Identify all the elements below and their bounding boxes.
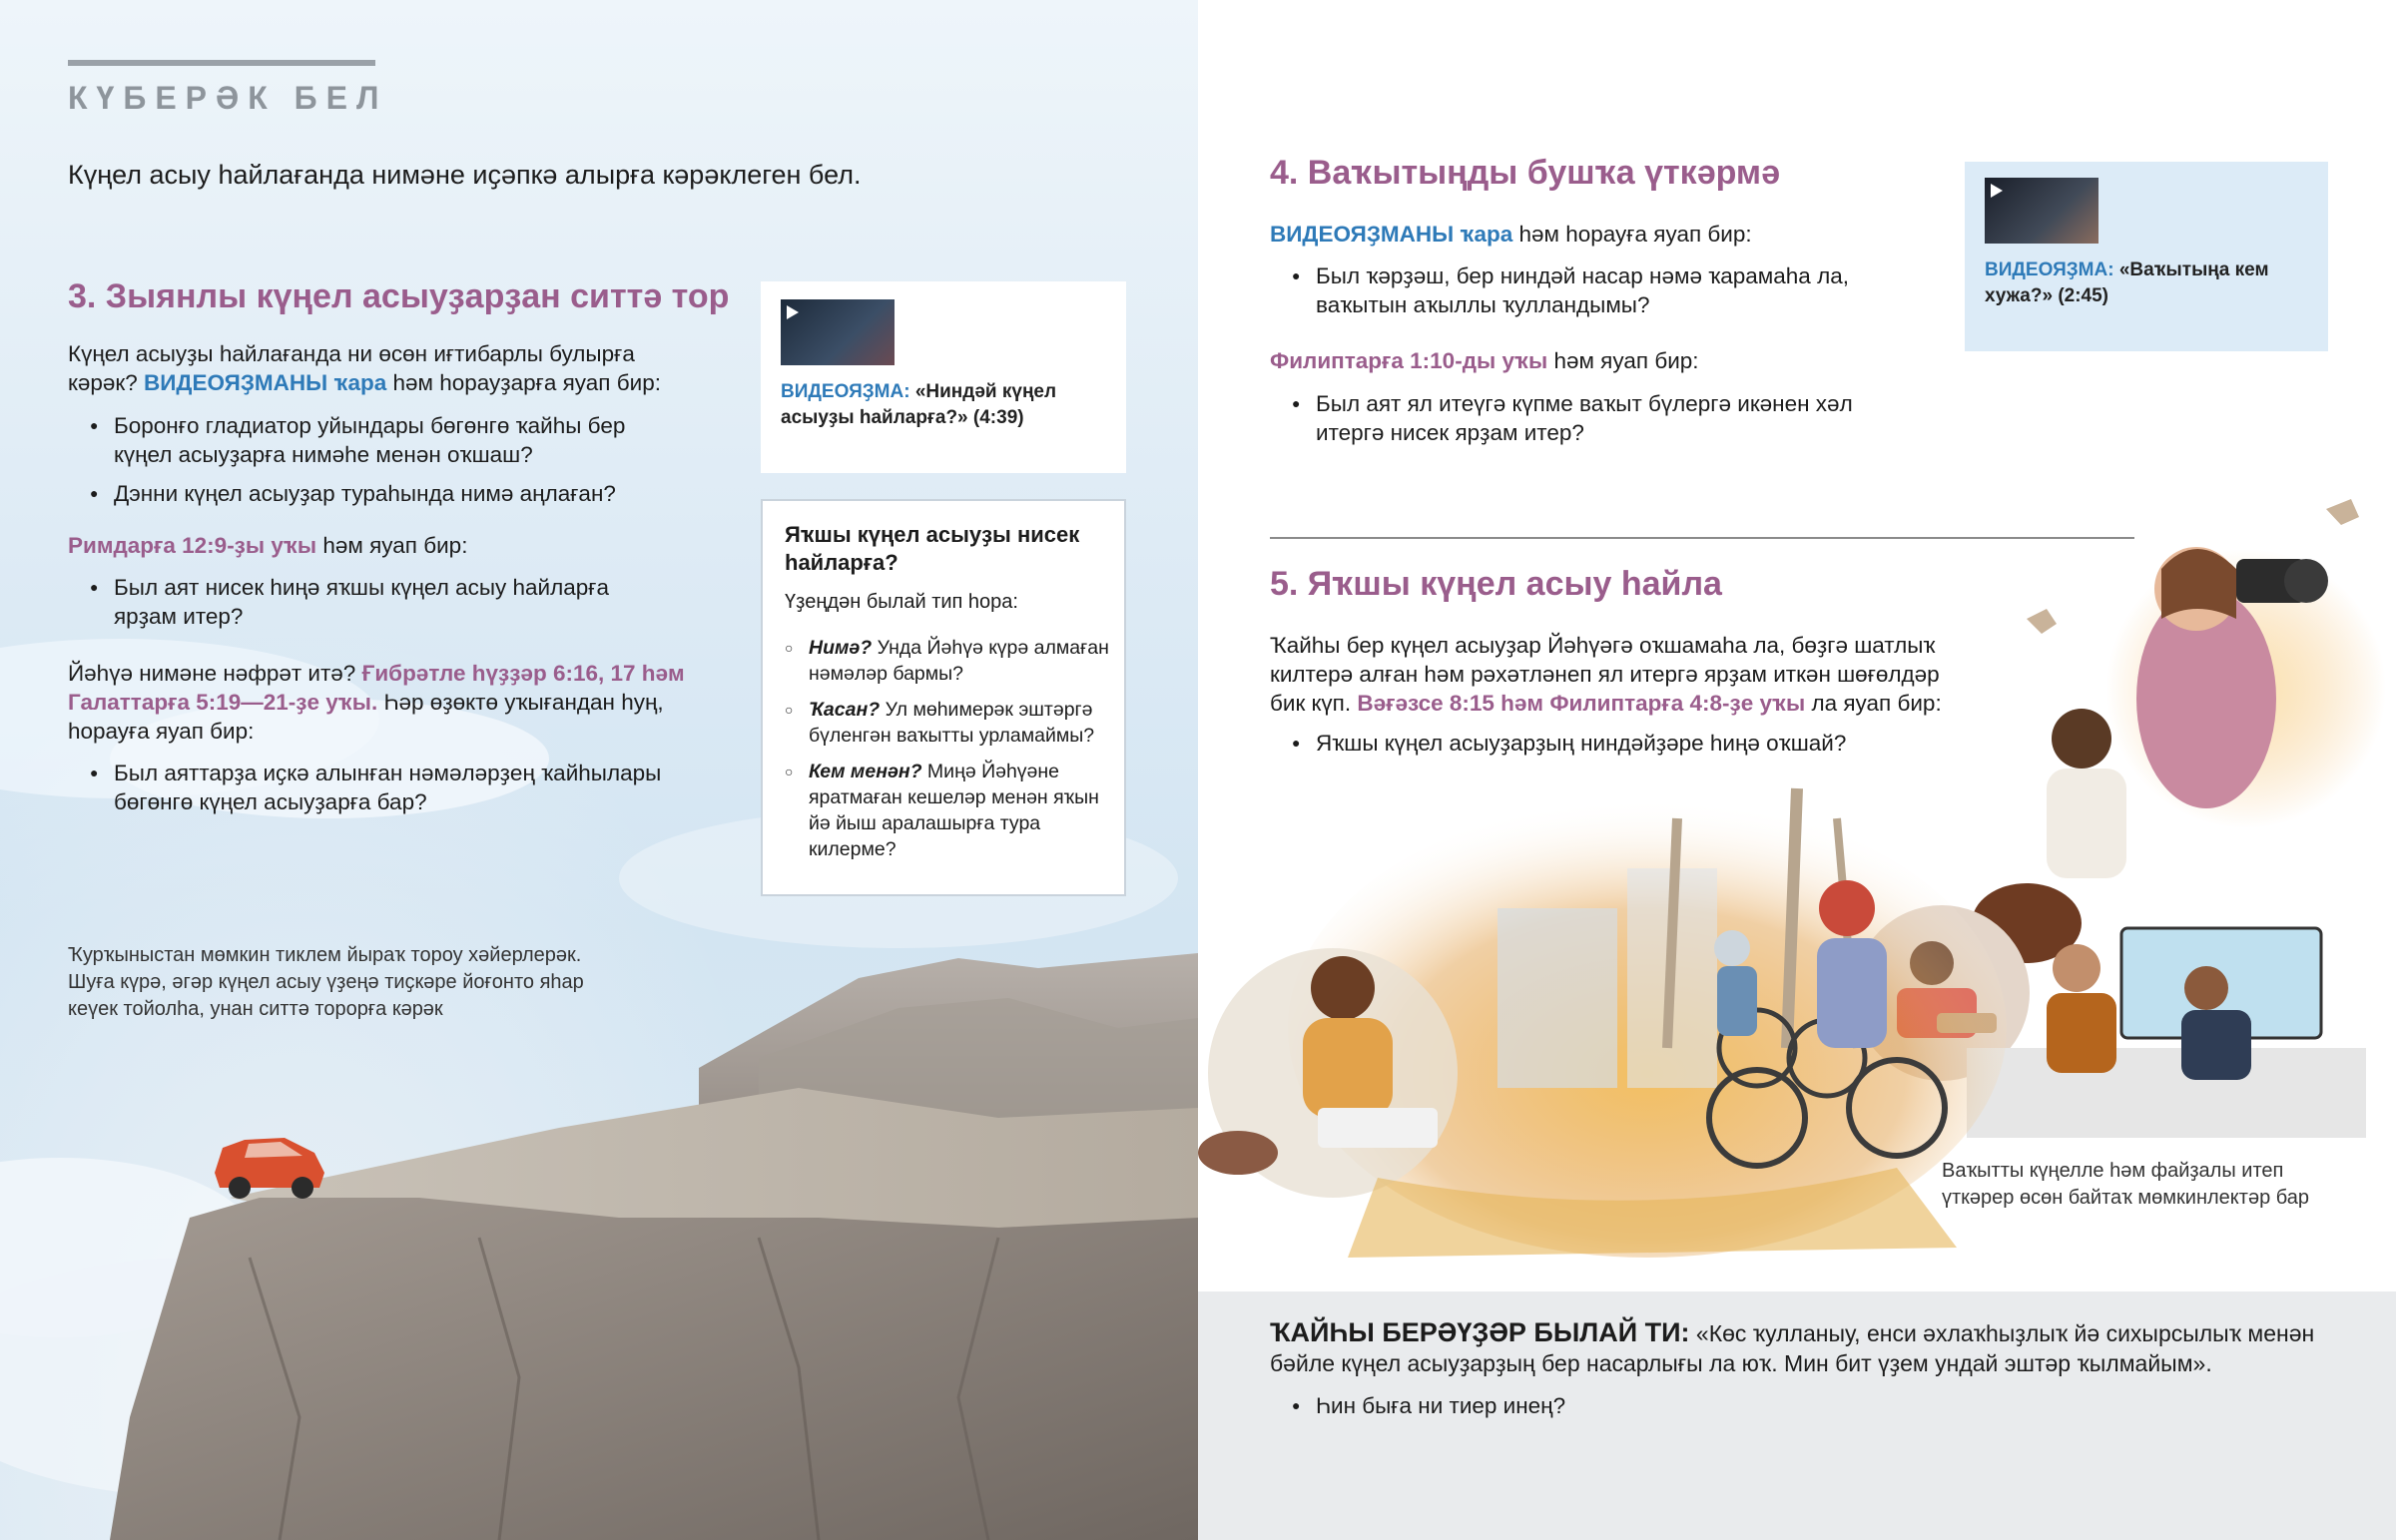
tip-item: ○ Ҡасан? Ул мөһимерәк эштәргә бүленгән ваҡытты урламаймы? [785,697,1110,749]
paragraph-text: һәм яуап бир: [316,533,468,558]
paragraph-text: һәм яуап бир: [1547,348,1699,373]
section-3-paragraph-3 [68,659,687,746]
scripture-link[interactable]: Ғибрәтле һүҙҙәр 6:16, 17 һәм Галаттарға 5:19—21-ҙе уҡы. [68,661,685,715]
bullet-item: ● Боронғо гладиатор уйындары бөгөнгө ҡайһы бер күңел асыуҙарға нимәһе менән оҡшаш? [68,411,667,469]
play-icon [787,305,799,319]
objection-label: ҠАЙҺЫ БЕРӘҮҘӘР БЫЛАЙ ТИ: [1270,1317,1690,1347]
scripture-link[interactable]: Римдарға 12:9-ҙы уҡы [68,533,317,558]
video-label: ВИДЕОЯҘМА: [1985,259,2114,280]
paragraph-text: һәм һорауҙарға яуап бир: [386,370,661,395]
video-link[interactable]: ВИДЕОЯҘМАНЫ ҡара [144,370,387,395]
bullet-item: ● Был аяттарҙа иҫкә алынған нәмәләрҙең ҡайһылары бөгөнгө күңел асыуҙарға бар? [68,759,687,816]
play-icon [1991,184,2003,198]
section-3-bullets-2 [68,573,667,641]
tip-item: ○ Нимә? Унда Йәһүә күрә алмаған нәмәләр бармы? [785,635,1110,687]
tips-box-list [785,635,1110,872]
paragraph-text: Йәһүә нимәне нәфрәт итә? [68,661,362,686]
section-header: КҮБЕРӘК БЕЛ [68,80,388,116]
paragraph-text: ла яуап бир: [1805,691,1942,716]
section-3-paragraph-1 [68,339,677,397]
tip-item: ○ Кем менән? Миңә Йәһүәне яратмаған кешеләр менән яҡын йә йыш аралашырға тура килерме? [785,759,1110,862]
video-caption [781,379,1100,431]
video-label: ВИДЕОЯҘМА: [781,381,910,402]
video-link[interactable]: ВИДЕОЯҘМАНЫ ҡара [1270,222,1513,247]
video-card[interactable] [761,281,1126,473]
section-3-title: 3. Зыянлы күңел асыуҙарҙан ситтә тор [68,277,730,315]
paragraph-text: Күңел асыуҙы һайлағанда ни өсөн иғтибарлы булырға кәрәк? [68,341,635,395]
objection-quote: «Көс ҡулланыу, енси әхлаҡһыҙлыҡ йә сихырсылыҡ менән бәйле күңел асыуҙарҙың бер насарлығы ла юҡ. Мин бит үҙем ундай эштәр ҡылмайым». [1270,1320,2315,1376]
scripture-link[interactable]: Филиптарға 1:10-ды уҡы [1270,348,1548,373]
bullet-item: ● Был ҡәрҙәш, бер ниндәй насар нәмә ҡарамаһа ла, ваҡытын аҡыллы ҡулландымы? [1270,261,1869,319]
section-4-bullets-2 [1270,389,1869,457]
tips-box-title: Яҡшы күңел асыуҙы нисек һайларға? [785,522,1080,575]
tips-box [761,499,1126,896]
tips-box-subtitle: Үҙеңдән былай тип һора: [785,591,1018,613]
illustration-caption: Ваҡытты күңелле һәм файҙалы итеп үткәрер өсөн байтаҡ мөмкинлектәр бар [1942,1160,2309,1209]
section-5-title: 5. Яҡшы күңел асыу һайла [1270,565,1722,603]
section-3-paragraph-2 [68,531,677,560]
video-caption [1985,257,2304,309]
paragraph-text: һәм һорауға яуап бир: [1512,222,1752,247]
bullet-item: ● Был аят нисек һиңә яҡшы күңел асыу һайларға ярҙам итер? [68,573,667,631]
section-4-paragraph-1 [1270,220,1889,249]
objection-panel [1198,1291,2396,1540]
bullet-item: ● Яҡшы күңел асыуҙарҙың ниндәйҙәре һиңә оҡшай? [1270,729,1869,758]
header-rule [68,60,375,66]
objection-bullets [1270,1391,2069,1430]
intro-text: Күңел асыу һайлағанда нимәне иҫәпкә алырға кәрәклеген бел. [68,160,862,190]
paragraph-text: Ҡайһы бер күңел асыуҙар Йәһүәгә оҡшамаһа ла, бөҙгә шатлыҡ килтерә алған һәм рәхәтләнеп ял итергә ярҙам иткән шөғөлдәр бик күп. [1270,633,1940,716]
cliff-caption: Ҡурҡыныстан мөмкин тиклем йыраҡ тороу хәйерлерәк. Шуға күрә, әгәр күңел асыу үҙеңә тиҫкәре йоғонто яһар кеүек тойолһа, унан ситтә торорға кәрәк [68,944,584,1020]
bullet-item: ● Дэнни күңел асыуҙар тураһында нимә аңлаған? [68,479,667,508]
paragraph-text: Һәр өҙөктө уҡығандан һуң, һорауға яуап бир: [68,690,664,744]
scripture-link[interactable]: Вәғәзсе 8:15 һәм Филиптарға 4:8-ҙе уҡы [1357,691,1806,716]
video-title: «Ниндәй күңел асыуҙы һайларға?» (4:39) [781,381,1057,428]
video-title: «Ваҡытыңа кем хужа?» (2:45) [1985,259,2269,306]
leisure-activities-illustration [1198,489,2396,1258]
video-thumbnail[interactable] [781,299,895,365]
video-card[interactable] [1965,162,2328,351]
section-3-bullets-1 [68,411,667,518]
bullet-item: ● Был аят ял итеүгә күпме ваҡыт бүлергә икәнен хәл итергә нисек ярҙам итер? [1270,389,1869,447]
section-4-title: 4. Ваҡытыңды бушҡа үткәрмә [1270,154,1780,192]
objection-text [1270,1317,2328,1378]
bullet-item: ● Һин быға ни тиер инең? [1270,1391,2069,1420]
video-thumbnail[interactable] [1985,178,2098,244]
section-3-bullets-3 [68,759,687,826]
right-page [1198,0,2396,1540]
section-4-paragraph-2 [1270,346,1889,375]
section-4-bullets-1 [1270,261,1869,329]
